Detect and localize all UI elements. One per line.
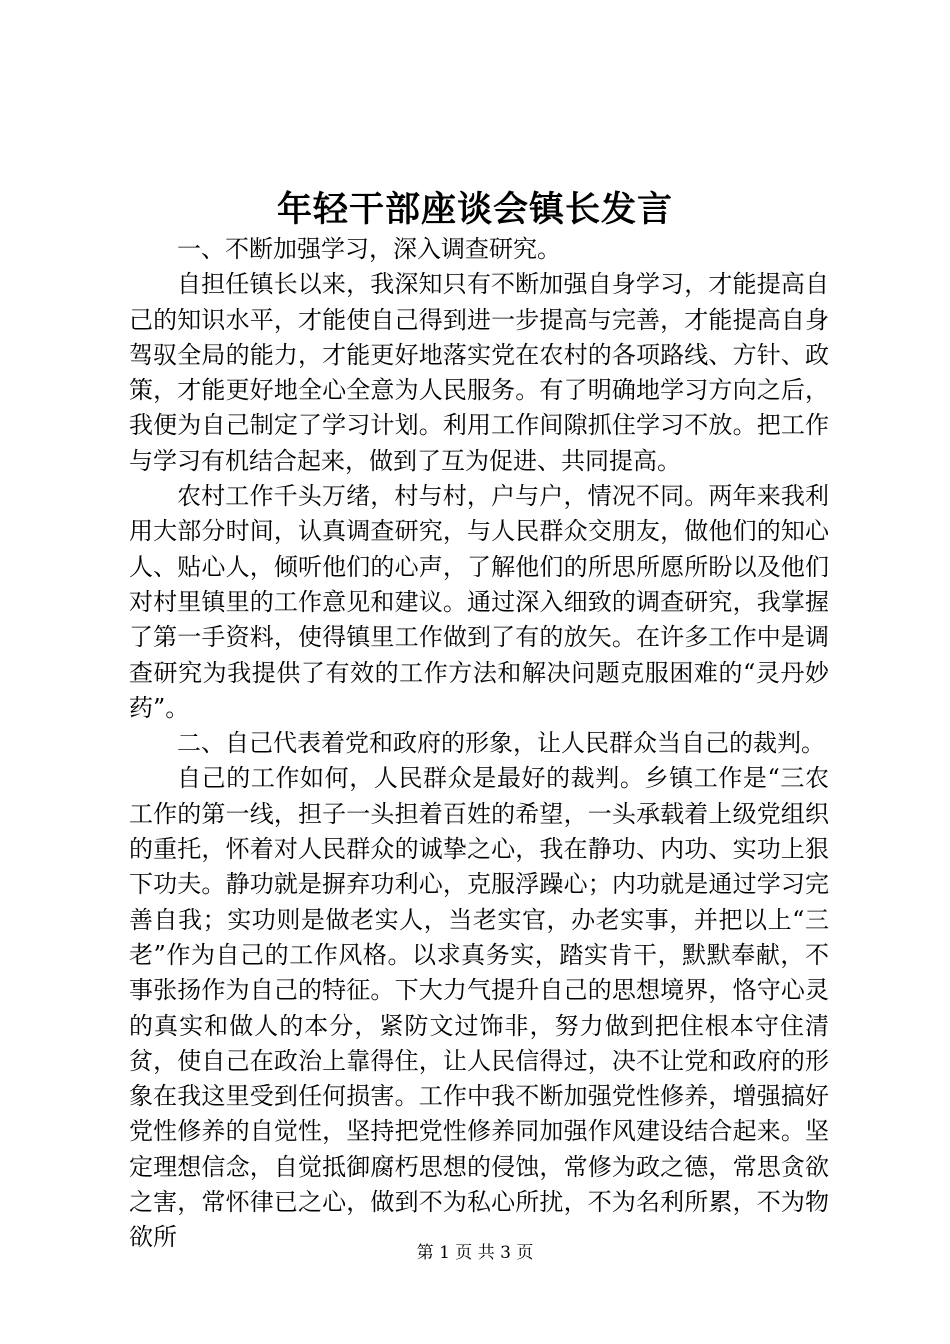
section-heading: 一、不断加强学习，深入调查研究。 (177, 235, 561, 263)
section-heading: 二、自己代表着党和政府的形象，让人民群众当自己的裁判。 (177, 729, 825, 758)
body-paragraph: 自己的工作如何，人民群众是最好的裁判。乡镇工作是“三农工作的第一线，担子一头担着百姓的希望，一头承载着上级党组织的重托，怀着对人民群众的诚挚之心，我在静功、内功、实功上狠下功夫。静功就是摒弃功利心，克服浮躁心；内功就是通过学习完善自我；实功则是做老实人，当老实官，办老实事，并把以上“三老”作为自己的工作风格。以求真务实，踏实肯干，默默奉献，不事张扬作为自己的特征。下大力气提升自己的思想境界，恪守心灵的真实和做人的本分，紧防文过饰非，努力做到把住根本守住清贫，使自己在政治上靠得住，让人民信得过，决不让党和政府的形象在我这里受到任何损害。工作中我不断加强党性修养，增强搞好党性修养的自觉性，坚持把党性修养同加强作风建设结合起来。坚定理想信念，自觉抵御腐朽思想的侵蚀，常修为政之德，常思贪欲之害，常怀律已之心，做到不为私心所扰，不为名利所累，不为物欲所 (129, 764, 829, 1252)
page-footer: 第 1 页 共 3 页 (416, 1243, 534, 1263)
body-paragraph: 自担任镇长以来，我深知只有不断加强自身学习，才能提高自己的知识水平，才能使自己得到进一步提高与完善，才能提高自身驾驭全局的能力，才能更好地落实党在农村的各项路线、方针、政策，才能更好地全心全意为人民服务。有了明确地学习方向之后，我便为自己制定了学习计划。利用工作间隙抓住学习不放。把工作与学习有机结合起来，做到了互为促进、共同提高。 (129, 270, 829, 475)
document-body (129, 232, 829, 1256)
body-paragraph: 农村工作千头万绪，村与村，户与户，情况不同。两年来我利用大部分时间，认真调查研究，与人民群众交朋友，做他们的知心人、贴心人，倾听他们的心声，了解他们的所思所愿所盼以及他们对村里镇里的工作意见和建议。通过深入细致的调查研究，我掌握了第一手资料，使得镇里工作做到了有的放矢。在许多工作中是调查研究为我提供了有效的工作方法和解决问题克服困难的“灵丹妙药”。 (129, 482, 829, 722)
document-title: 年轻干部座谈会镇长发言 (276, 189, 673, 230)
